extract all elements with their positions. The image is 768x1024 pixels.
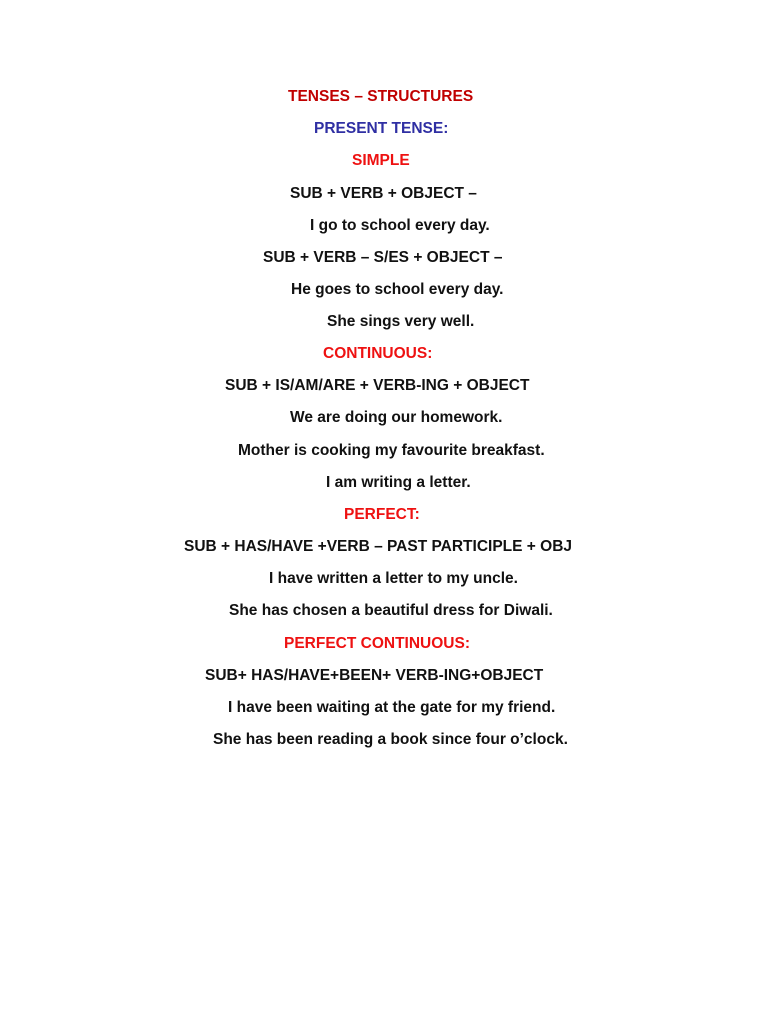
- tense-heading-present: PRESENT TENSE:: [314, 120, 449, 137]
- section-heading-continuous: CONTINUOUS:: [323, 345, 433, 362]
- structure-continuous: SUB + IS/AM/ARE + VERB-ING + OBJECT: [225, 377, 530, 394]
- example-perfect-1: I have written a letter to my uncle.: [269, 570, 518, 587]
- example-simple-1: I go to school every day.: [310, 217, 490, 234]
- example-continuous-3: I am writing a letter.: [326, 474, 471, 491]
- example-perfect-continuous-1: I have been waiting at the gate for my friend.: [228, 699, 556, 716]
- example-simple-2: He goes to school every day.: [291, 281, 504, 298]
- section-heading-perfect-continuous: PERFECT CONTINUOUS:: [284, 635, 470, 652]
- example-perfect-2: She has chosen a beautiful dress for Diwali.: [229, 602, 553, 619]
- document-title: TENSES – STRUCTURES: [288, 88, 474, 105]
- example-simple-3: She sings very well.: [327, 313, 475, 330]
- structure-perfect: SUB + HAS/HAVE +VERB – PAST PARTICIPLE + OBJ: [184, 538, 573, 555]
- section-heading-perfect: PERFECT:: [344, 506, 420, 523]
- section-heading-simple: SIMPLE: [352, 152, 410, 169]
- example-continuous-1: We are doing our homework.: [290, 409, 503, 426]
- structure-simple-2: SUB + VERB – S/ES + OBJECT –: [263, 249, 503, 266]
- example-perfect-continuous-2: She has been reading a book since four o’clock.: [213, 731, 568, 748]
- structure-simple-1: SUB + VERB + OBJECT –: [290, 185, 477, 202]
- example-continuous-2: Mother is cooking my favourite breakfast.: [238, 442, 545, 459]
- structure-perfect-continuous: SUB+ HAS/HAVE+BEEN+ VERB-ING+OBJECT: [205, 667, 544, 684]
